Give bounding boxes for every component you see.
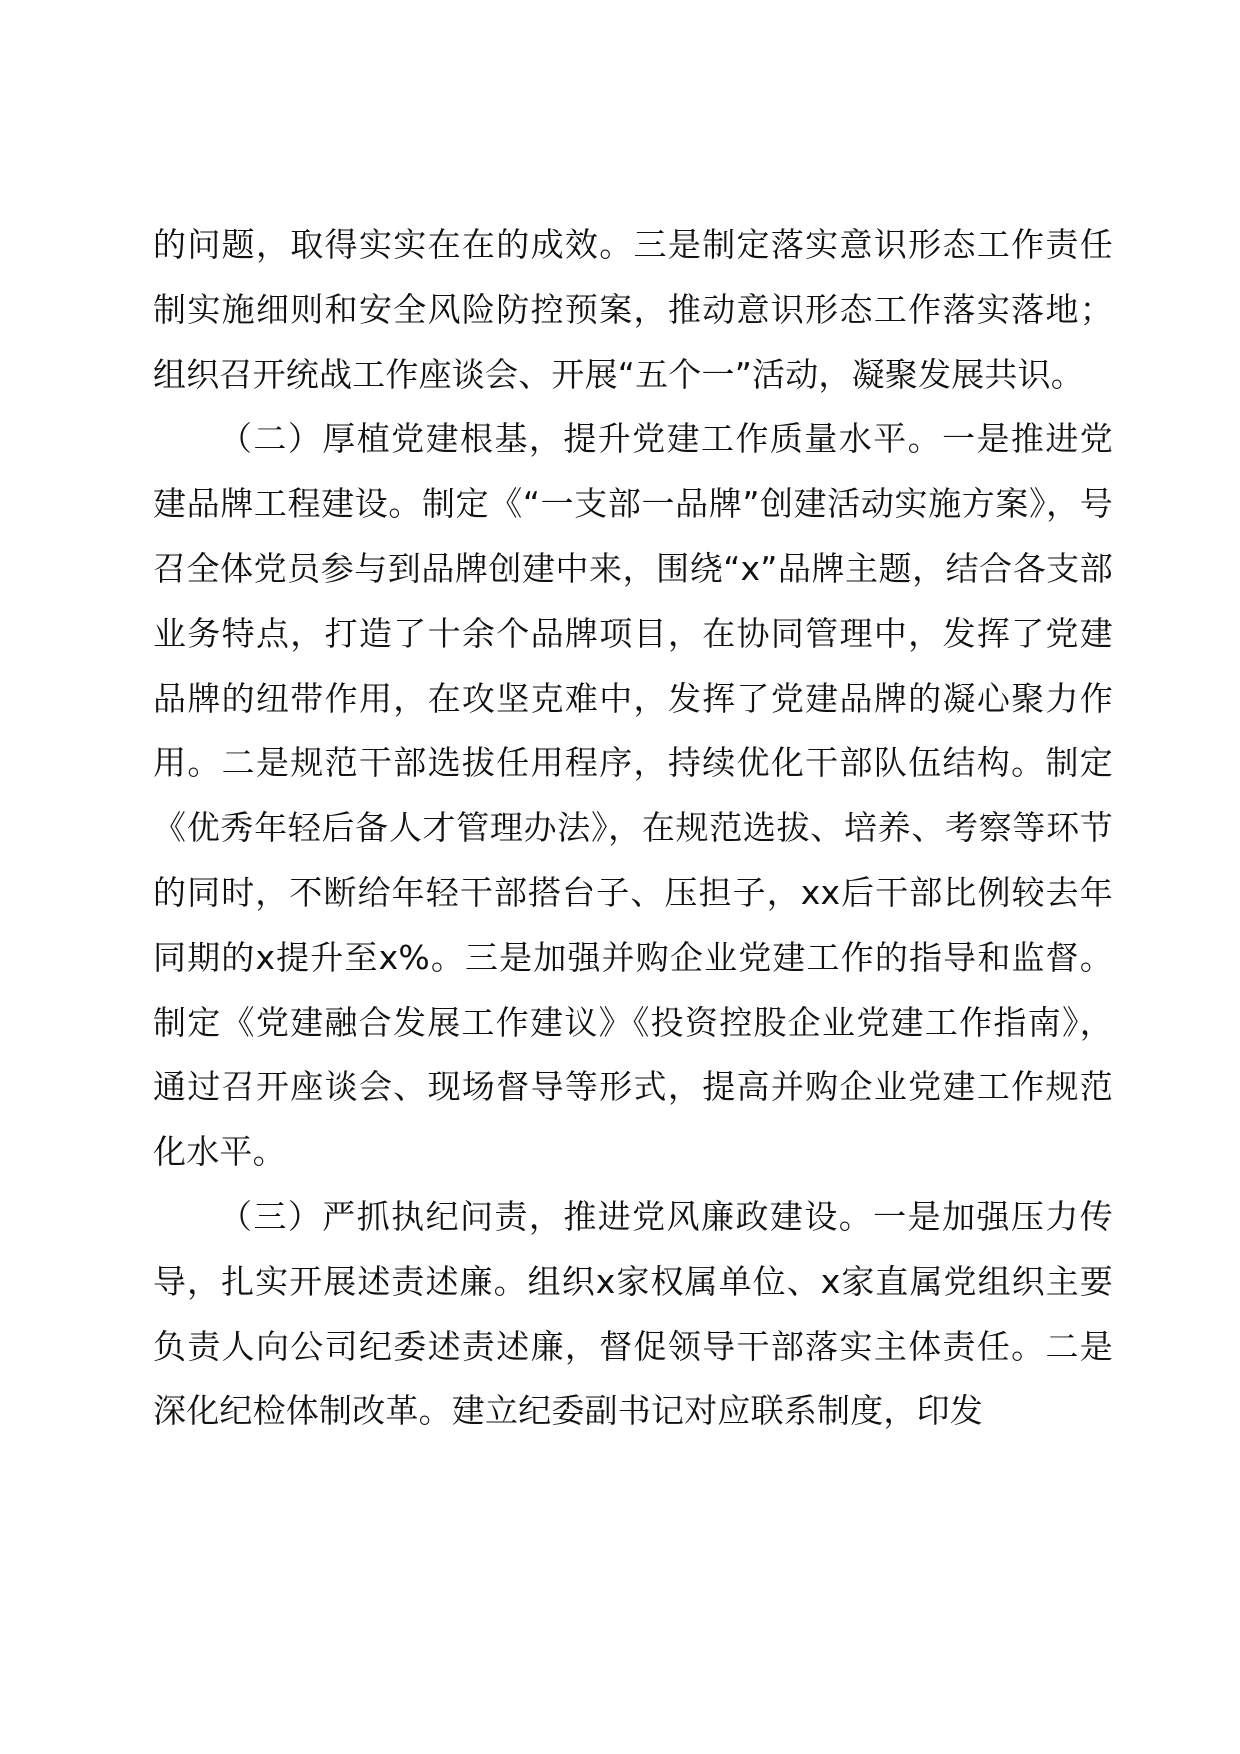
paragraph-discipline: （三）严抓执纪问责，推进党风廉政建设。一是加强压力传导，扎实开展述责述廉。组织x家权属单位、x家直属党组织主要负责人向公司纪委述责述廉，督促领导干部落实主体责任。二是深化纪检体制改革。建立纪委副书记对应联系制度，印发 [153,1196,1113,1431]
document-body [153,213,1113,1444]
paragraph-continuation: 的问题，取得实实在在的成效。三是制定落实意识形态工作责任制实施细则和安全风险防控预案，推动意识形态工作落实落地；组织召开统战工作座谈会、开展“五个一”活动，凝聚发展共识。 [153,225,1113,394]
paragraph-party-building: （二）厚植党建根基，提升党建工作质量水平。一是推进党建品牌工程建设。制定《“一支部一品牌”创建活动实施方案》，号召全体党员参与到品牌创建中来，围绕“x”品牌主题，结合各支部业务特点，打造了十余个品牌项目，在协同管理中，发挥了党建品牌的纽带作用，在攻坚克难中，发挥了党建品牌的凝心聚力作用。二是规范干部选拔任用程序，持续优化干部队伍结构。制定《优秀年轻后备人才管理办法》，在规范选拔、培养、考察等环节的同时，不断给年轻干部搭台子、压担子，xx后干部比例较去年同期的x提升至x%。三是加强并购企业党建工作的指导和监督。制定《党建融合发展工作建议》《投资控股企业党建工作指南》，通过召开座谈会、现场督导等形式，提高并购企业党建工作规范化水平。 [153,419,1113,1172]
